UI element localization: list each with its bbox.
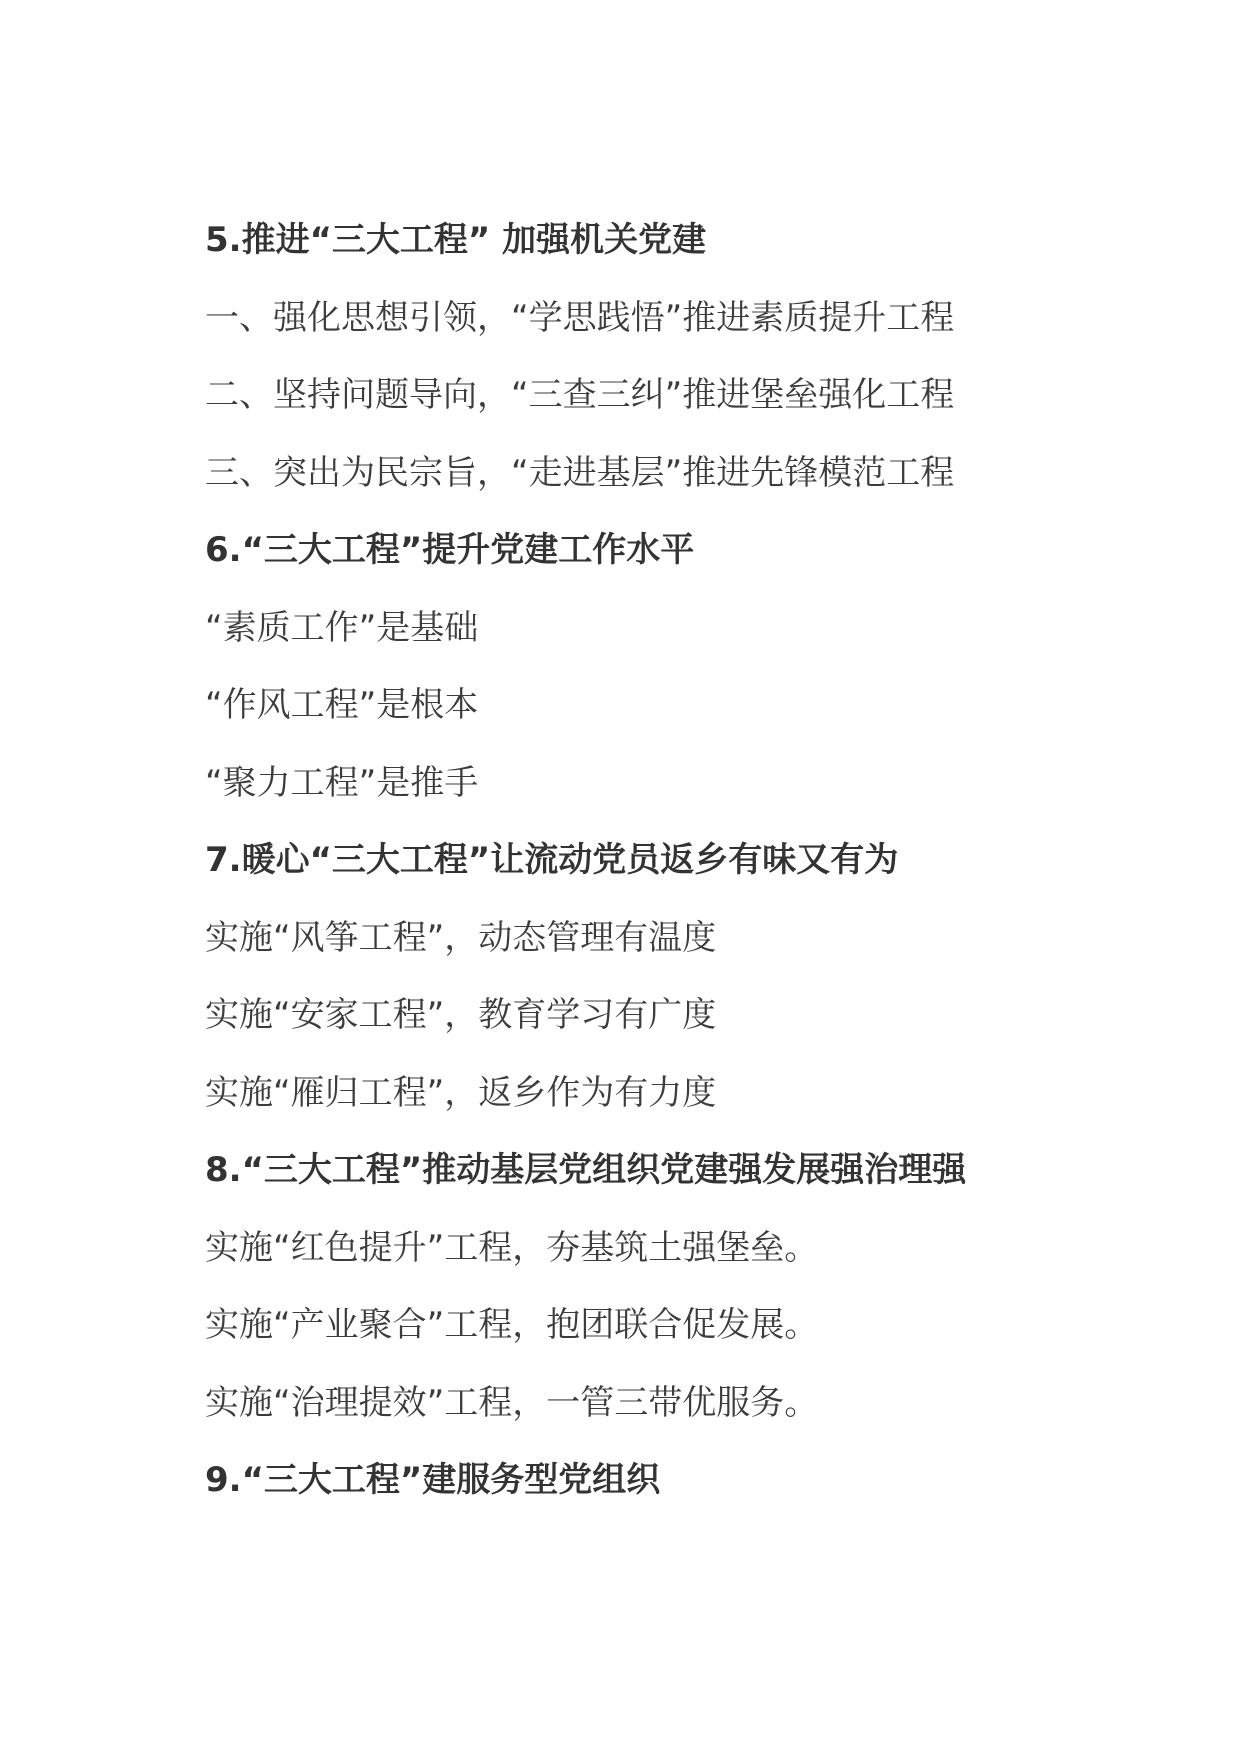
list-item: “聚力工程”是推手 [205,762,479,803]
list-item: 实施“雁归工程”，返乡作为有力度 [205,1072,717,1113]
section-heading-6: 6.“三大工程”提升党建工作水平 [205,530,695,570]
section-heading-5: 5.推进“三大工程” 加强机关党建 [205,220,707,260]
list-item: 三、突出为民宗旨，“走进基层”推进先锋模范工程 [205,452,955,493]
section-heading-7: 7.暖心“三大工程”让流动党员返乡有味又有为 [205,840,899,880]
document-body [205,218,1105,1536]
list-item: 实施“红色提升”工程，夯基筑土强堡垒。 [205,1227,819,1268]
list-item: “作风工程”是根本 [205,685,479,725]
list-item: 实施“产业聚合”工程，抱团联合促发展。 [205,1305,819,1345]
list-item: “素质工作”是基础 [205,607,479,648]
list-item: 实施“安家工程”，教育学习有广度 [205,995,717,1035]
list-item: 实施“治理提效”工程，一管三带优服务。 [205,1382,819,1423]
list-item: 一、强化思想引领，“学思践悟”推进素质提升工程 [205,297,955,338]
section-heading-8: 8.“三大工程”推动基层党组织党建强发展强治理强 [205,1150,967,1190]
section-heading-9: 9.“三大工程”建服务型党组织 [205,1460,661,1500]
list-item: 实施“风筝工程”，动态管理有温度 [205,917,717,958]
list-item: 二、坚持问题导向，“三查三纠”推进堡垒强化工程 [205,375,955,415]
